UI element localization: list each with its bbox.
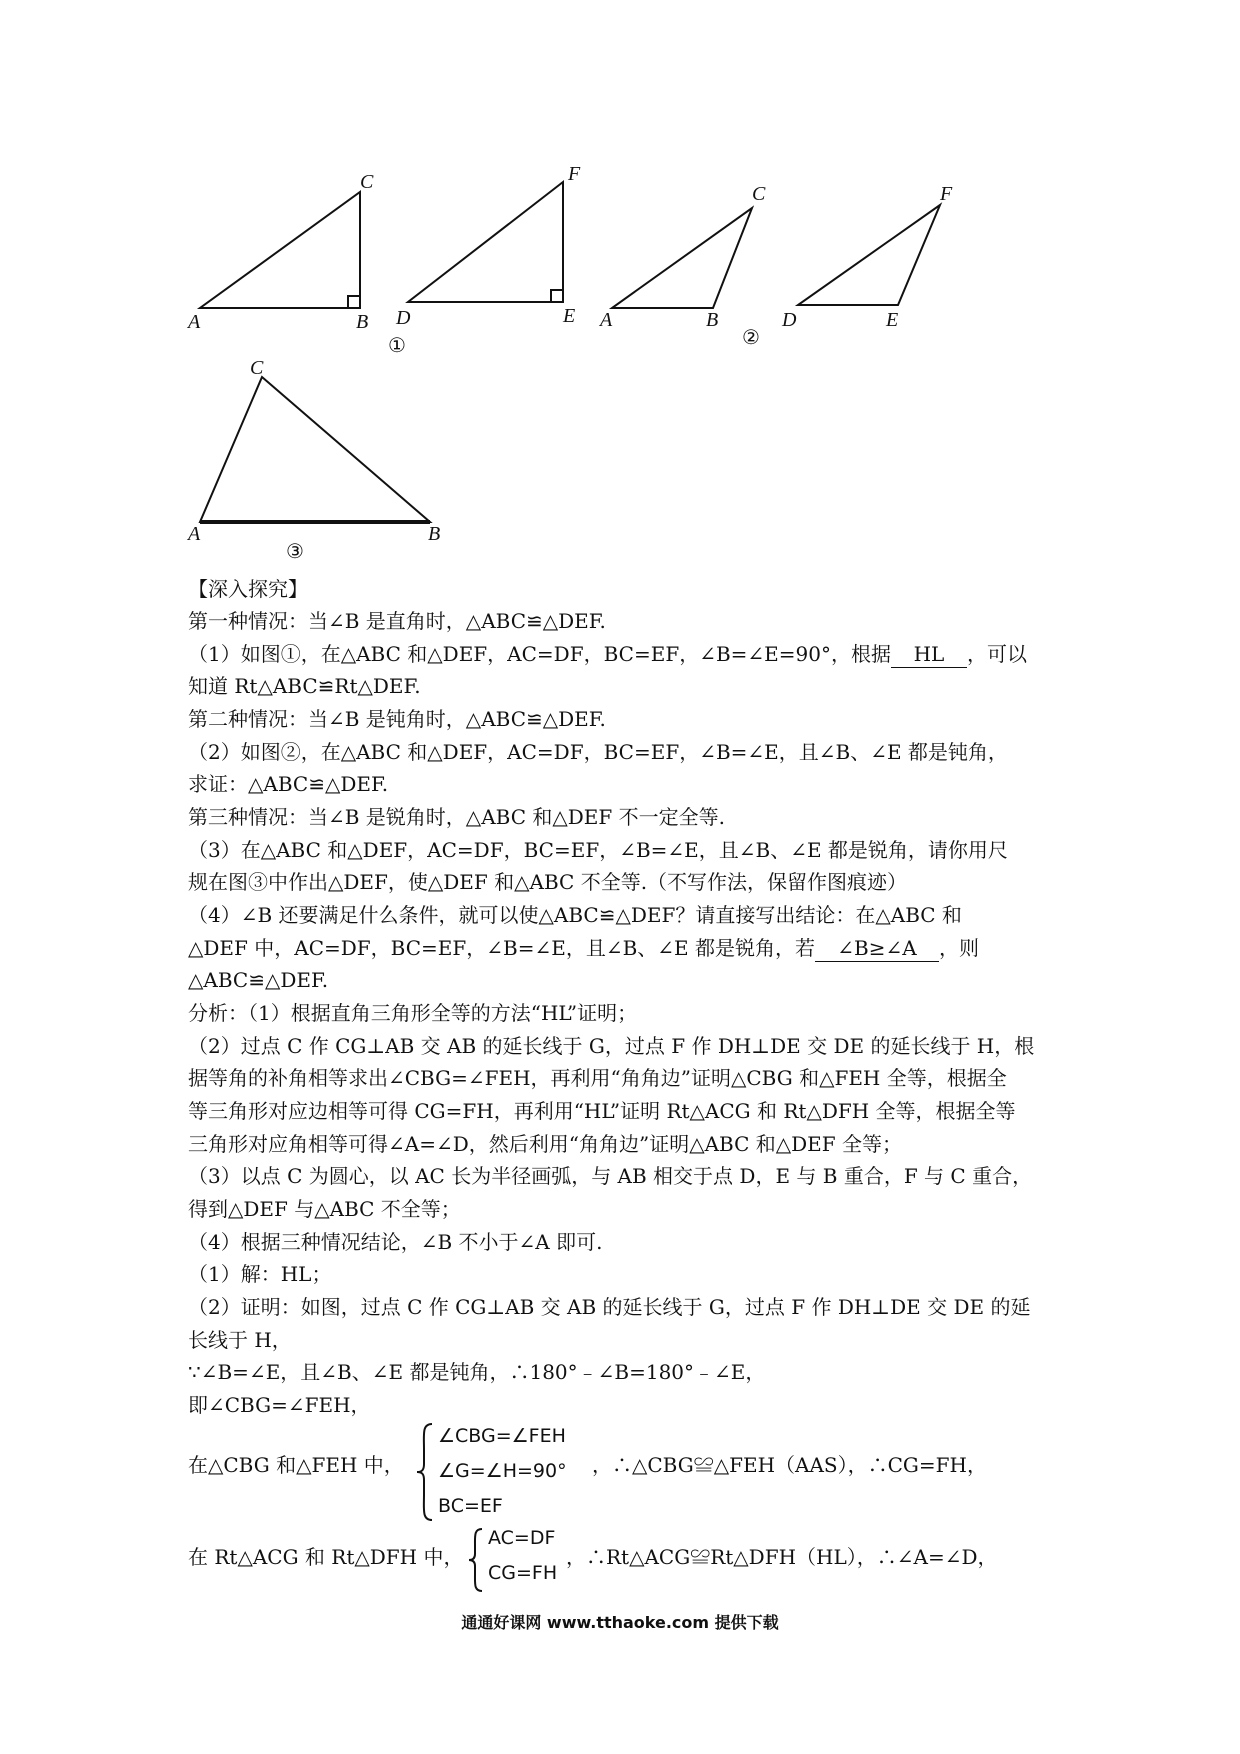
case3-text: 第三种情况：当∠B 是锐角时，△ABC 和△DEF 不一定全等. xyxy=(188,805,725,829)
q1-text-a: （1）如图①，在△ABC 和△DEF，AC=DF，BC=EF，∠B=∠E=90°，根据 xyxy=(188,642,891,666)
question4-line3: △ABC≌△DEF. xyxy=(188,968,329,992)
question2-line1: （2）如图②，在△ABC 和△DEF，AC=DF，BC=EF，∠B=∠E，且∠B、∠E 都是钝角， xyxy=(188,740,1008,764)
fig1-label-e: E xyxy=(563,305,576,327)
analysis-3-line2: 得到△DEF 与△ABC 不全等； xyxy=(188,1197,461,1221)
q4-text-c: ，则 xyxy=(939,936,980,960)
fig3-label-a: A xyxy=(188,523,201,545)
question4-line1: （4）∠B 还要满足什么条件，就可以使△ABC≌△DEF？请直接写出结论：在△ABC 和 xyxy=(188,903,962,927)
system2-prefix: 在 Rt△ACG 和 Rt△DFH 中， xyxy=(188,1545,464,1569)
fig2-triangle-abc xyxy=(612,208,752,308)
fig1-label-d: D xyxy=(396,307,411,329)
fig3-label-b: B xyxy=(428,523,441,545)
analysis-2-line4: 三角形对应角相等可得∠A=∠D，然后利用“角角边”证明△ABC 和△DEF 全等； xyxy=(188,1132,903,1156)
system1-prefix: 在△CBG 和△FEH 中， xyxy=(188,1453,404,1477)
question1-line2: 知道 Rt△ABC≌Rt△DEF. xyxy=(188,674,421,698)
fig2-label-e: E xyxy=(886,309,899,331)
system1-conclusion: ，∴△CBG≌△FEH（AAS），∴CG=FH， xyxy=(592,1453,987,1477)
system2-eq1: AC=DF xyxy=(488,1527,556,1549)
analysis-2-line3: 等三角形对应边相等可得 CG=FH，再利用“HL”证明 Rt△ACG 和 Rt△DFH 全等，根据全等 xyxy=(188,1099,1016,1123)
section-heading: 【深入探究】 xyxy=(188,577,308,601)
solution-2-line1: （2）证明：如图，过点 C 作 CG⊥AB 交 AB 的延长线于 G，过点 F 作 DH⊥DE 交 DE 的延 xyxy=(188,1295,1031,1319)
fig2-label-a: A xyxy=(600,309,613,331)
system2-eq2: CG=FH xyxy=(488,1562,558,1584)
q1-text-b: ，可以 xyxy=(966,642,1027,666)
analysis-2-line2: 据等角的补角相等求出∠CBG=∠FEH，再利用“角角边”证明△CBG 和△FEH 全等，根据全 xyxy=(188,1066,1007,1090)
fig2-label-b: B xyxy=(706,309,719,331)
fig2-label-d: D xyxy=(782,309,797,331)
solution-2-line2: 长线于 H， xyxy=(188,1328,292,1352)
analysis-2-line1: （2）过点 C 作 CG⊥AB 交 AB 的延长线于 G，过点 F 作 DH⊥DE 交 DE 的延长线于 H，根 xyxy=(188,1034,1035,1058)
fig1-triangle-abc xyxy=(200,192,360,308)
solution-2-line3: ∵∠B=∠E，且∠B、∠E 都是钝角，∴180°﹣∠B=180°﹣∠E， xyxy=(188,1360,766,1384)
fig1-label-f: F xyxy=(568,163,581,185)
fig1-right-angle-mark-e xyxy=(551,290,563,302)
system2-conclusion: ，∴Rt△ACG≌Rt△DFH（HL），∴∠A=∠D， xyxy=(566,1545,998,1569)
solution-1: （1）解：HL； xyxy=(188,1262,332,1286)
analysis-1: 分析：（1）根据直角三角形全等的方法“HL”证明； xyxy=(188,1001,638,1025)
question2-line2: 求证：△ABC≌△DEF. xyxy=(188,772,389,796)
analysis-4: （4）根据三种情况结论，∠B 不小于∠A 即可. xyxy=(188,1230,603,1254)
case1-text: 第一种情况：当∠B 是直角时，△ABC≌△DEF. xyxy=(188,609,606,633)
fig1-number: ① xyxy=(388,333,406,357)
page-footer: 通通好课网 www.tthaoke.com 提供下载 xyxy=(461,1613,779,1632)
fig1-label-c: C xyxy=(360,171,374,193)
fig1-right-angle-mark-b xyxy=(348,296,360,308)
geometry-figures xyxy=(0,0,1240,580)
fig3-number: ③ xyxy=(286,539,304,563)
question3-line2: 规在图③中作出△DEF，使△DEF 和△ABC 不全等.（不写作法，保留作图痕迹） xyxy=(188,870,908,894)
system2-brace xyxy=(466,1526,486,1594)
system1-eq1: ∠CBG=∠FEH xyxy=(438,1425,566,1447)
q1-answer-blank: HL xyxy=(891,641,967,668)
fig2-label-f: F xyxy=(940,183,953,205)
system1-eq2: ∠G=∠H=90° xyxy=(438,1460,567,1482)
fig2-number: ② xyxy=(742,325,760,349)
fig2-label-c: C xyxy=(752,183,766,205)
case2-text: 第二种情况：当∠B 是钝角时，△ABC≌△DEF. xyxy=(188,707,606,731)
question1-line1 xyxy=(188,638,1027,670)
fig1-triangle-def xyxy=(408,182,563,302)
q4-answer-blank: ∠B≥∠A xyxy=(815,935,939,962)
system1-brace xyxy=(414,1420,436,1524)
fig1-label-b: B xyxy=(356,311,369,333)
question4-line2 xyxy=(188,932,979,964)
system1-eq3: BC=EF xyxy=(438,1495,503,1517)
fig2-triangle-def xyxy=(798,205,940,305)
fig3-triangle-abc xyxy=(200,377,430,522)
analysis-3-line1: （3）以点 C 为圆心，以 AC 长为半径画弧，与 AB 相交于点 D，E 与 B 重合，F 与 C 重合， xyxy=(188,1164,1033,1188)
fig1-label-a: A xyxy=(188,311,201,333)
fig3-label-c: C xyxy=(250,357,264,379)
question3-line1: （3）在△ABC 和△DEF，AC=DF，BC=EF，∠B=∠E，且∠B、∠E 都是锐角，请你用尺 xyxy=(188,838,1008,862)
solution-2-line4: 即∠CBG=∠FEH， xyxy=(188,1393,371,1417)
q4-text-b: △DEF 中，AC=DF，BC=EF，∠B=∠E，且∠B、∠E 都是锐角，若 xyxy=(188,936,816,960)
